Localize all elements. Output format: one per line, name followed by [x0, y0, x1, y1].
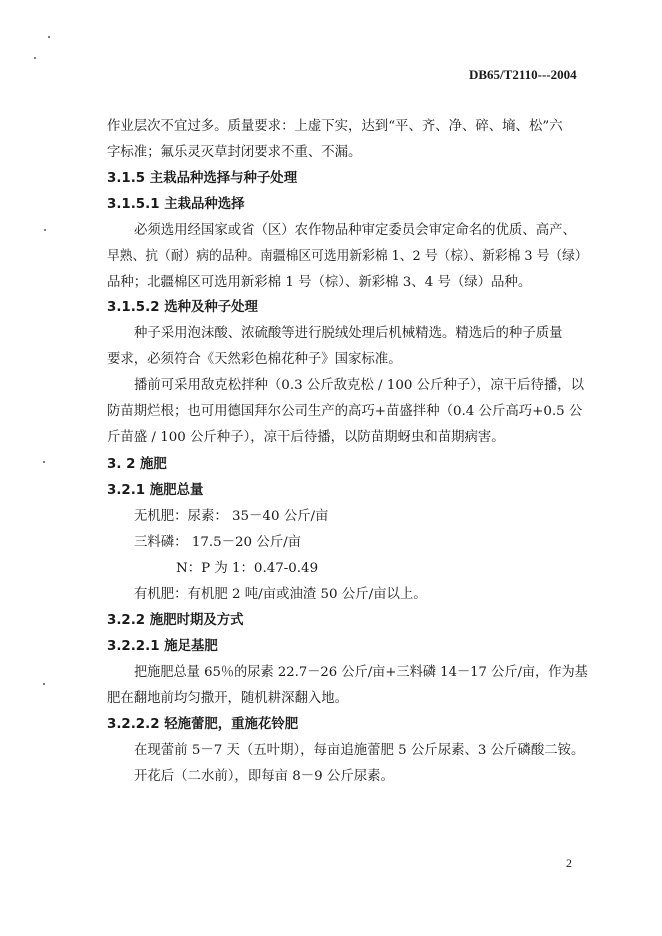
para-flower-line: 开花后（二水前），即每亩 8－9 公斤尿素。: [134, 769, 394, 784]
scan-speck: [44, 229, 46, 231]
heading-3-2-2-2: 3.2.2.2 轻施蕾肥，重施花铃肥: [107, 717, 299, 732]
para-treat-line-3: 斤苗盛 / 100 公斤种子），凉干后待播，以防苗期蚜虫和苗期病害。: [107, 430, 505, 445]
heading-3-2-2-1: 3.2.2.1 施足基肥: [107, 639, 218, 654]
para-seed-line-1: 种子采用泡沫酸、浓硫酸等进行脱绒处理后机械精选。精选后的种子质量: [134, 326, 563, 341]
para-basal-line-2: 肥在翻地前均匀撒开，随机耕深翻入地。: [107, 691, 349, 706]
heading-3-1-5-1: 3.1.5.1 主栽品种选择: [107, 197, 245, 212]
scan-speck: [34, 57, 36, 59]
heading-3-2-2: 3.2.2 施肥时期及方式: [107, 613, 244, 628]
para-cont-line-2: 字标准；氟乐灵灭草封闭要求不重、不漏。: [107, 145, 362, 160]
para-cont-line-1: 作业层次不宜过多。质量要求：上虚下实，达到“平、齐、净、碎、墒、松”六: [107, 119, 563, 134]
scan-speck: [48, 36, 50, 38]
inorganic-urea-line: 无机肥：尿素： 35－40 公斤/亩: [134, 509, 329, 524]
para-variety-line-3: 品种；北疆棉区可选用新彩棉 1 号（棕）、新彩棉 3、4 号（绿）品种。: [107, 275, 532, 290]
organic-fertilizer-line: 有机肥：有机肥 2 吨/亩或油渣 50 公斤/亩以上。: [134, 587, 427, 602]
para-variety-line-2: 早熟、抗（耐）病的品种。南疆棉区可选用新彩棉 1、2 号（棕）、新彩棉 3 号（绿）: [107, 249, 588, 264]
scan-speck: [43, 683, 45, 685]
scan-speck: [43, 461, 45, 463]
para-treat-line-1: 播前可采用敌克松拌种（0.3 公斤敌克松 / 100 公斤种子），凉干后待播，以: [134, 378, 585, 393]
para-variety-line-1: 必须选用经国家或省（区）农作物品种审定委员会审定命名的优质、高产、: [134, 223, 576, 238]
para-basal-line-1: 把施肥总量 65％的尿素 22.7－26 公斤/亩+三料磷 14－17 公斤/亩，作为基: [134, 665, 588, 680]
page-number: 2: [566, 856, 572, 870]
document-standard-id: DB65/T2110---2004: [469, 67, 577, 82]
para-treat-line-2: 防苗期烂根；也可用德国拜尔公司生产的高巧+苗盛拌种（0.4 公斤高巧+0.5 公: [107, 404, 583, 419]
heading-3-2: 3. 2 施肥: [107, 457, 167, 472]
np-ratio-line: N：P 为 1：0.47-0.49: [176, 561, 319, 576]
heading-3-2-1: 3.2.1 施肥总量: [107, 483, 204, 498]
superphosphate-line: 三料磷： 17.5－20 公斤/亩: [134, 535, 302, 550]
heading-3-1-5: 3.1.5 主栽品种选择与种子处理: [107, 171, 298, 186]
para-bud-line: 在现蕾前 5－7 天（五叶期），每亩追施蕾肥 5 公斤尿素、3 公斤磷酸二铵。: [134, 743, 585, 758]
heading-3-1-5-2: 3.1.5.2 选种及种子处理: [107, 300, 258, 315]
para-seed-line-2: 要求，必须符合《天然彩色棉花种子》国家标准。: [107, 352, 402, 367]
